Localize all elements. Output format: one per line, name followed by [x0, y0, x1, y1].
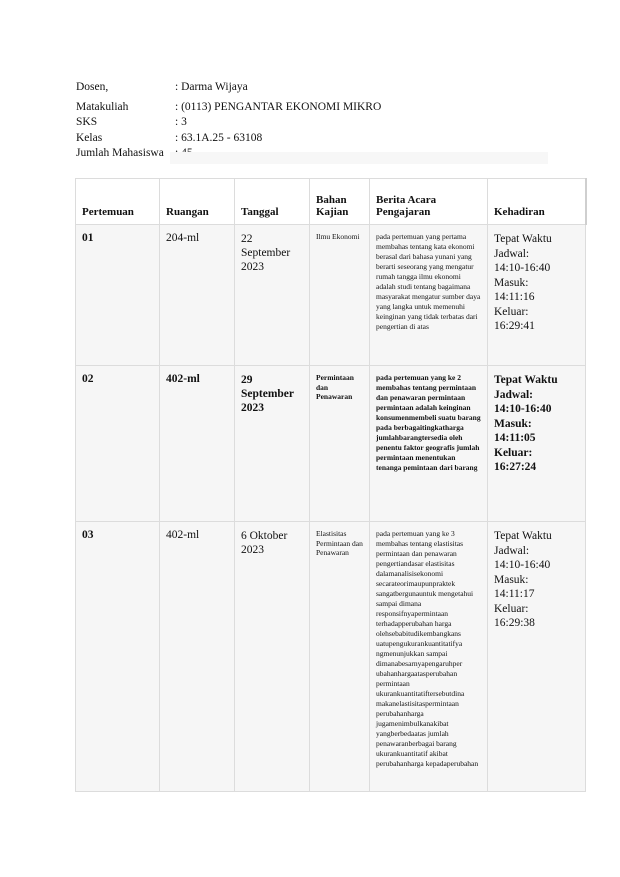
- jumlah-label: Jumlah Mahasiswa: [76, 147, 164, 159]
- ruangan-cell: 402-ml: [160, 522, 235, 792]
- col-berita: Berita Acara Pengajaran: [370, 179, 488, 225]
- col-kehadiran: Kehadiran: [488, 179, 586, 225]
- dosen-value: : Darma Wijaya: [175, 81, 248, 93]
- tanggal-cell: 6 Oktober 2023: [235, 522, 310, 792]
- kelas-row: [76, 131, 381, 147]
- status-text: Tepat Waktu: [494, 233, 552, 245]
- pertemuan-cell: 02: [76, 366, 160, 522]
- jadwal-value: 14:10-16:40: [494, 559, 551, 571]
- matakuliah-row: [76, 100, 381, 116]
- kehadiran-cell: [488, 366, 586, 522]
- kehadiran-cell: [488, 225, 586, 366]
- berita-cell: pada pertemuan yang ke 2 membahas tentang permintaan dan penawaran permintaan permintaan adalah keinginan konsumenmembeli suatu barang pada berbagaitingkatharga jumlahbarangtersedia oleh penentu faktor geografis jumlah permintaan menentukan tenanga pemintaan dari barang: [370, 366, 488, 522]
- tanggal-cell: 29 September 2023: [235, 366, 310, 522]
- table-row: [76, 225, 586, 366]
- status-text: Tepat Waktu: [494, 374, 558, 386]
- masuk-label: Masuk:: [494, 276, 529, 289]
- dosen-row: [76, 80, 381, 96]
- keluar-label: Keluar:: [494, 602, 529, 615]
- keluar-value: 16:29:41: [494, 320, 535, 332]
- jadwal-label: Jadwal:: [494, 247, 530, 260]
- jadwal-label: Jadwal:: [494, 544, 530, 557]
- jadwal-value: 14:10-16:40: [494, 262, 551, 274]
- status-text: Tepat Waktu: [494, 530, 552, 542]
- tanggal-cell: 22 September 2023: [235, 225, 310, 366]
- table-row: [76, 366, 586, 522]
- sks-label: SKS: [76, 116, 98, 128]
- berita-cell: pada pertemuan yang ke 3 membahas tentang elastisitas permintaan dan penawaran pengertiandasar elastisitas dalamanalisisekonomi secarateorimaupunpraktek sangatbergunauntuk mengetahui sampai dimana responsifnyapermintaan terhadapperubahan harga olehsebabitudikembangkans uatupengukurankuantitatifya ngmenunjukkan sampai dimanabesarnyapengaruhper ubahanhargaatasperubahan permintaan ukurankuantitatiftersebutdina makanelastisitaspermintaan perubahanharga jugamenimbulkanakibat yangberbedaatas jumlah penawaranberbagai barang ukurankuantitatif akibat perubahanharga kepadaperubahan: [370, 522, 488, 792]
- course-header: [76, 80, 381, 162]
- jadwal-label: Jadwal:: [494, 388, 533, 401]
- keluar-value: 16:29:38: [494, 617, 535, 629]
- attendance-table: [75, 178, 587, 792]
- matakuliah-label: Matakuliah: [76, 100, 129, 113]
- dosen-label: Dosen,: [76, 81, 109, 93]
- col-tanggal: Tanggal: [235, 179, 310, 225]
- masuk-value: 14:11:17: [494, 588, 535, 600]
- bahan-cell: Permintaan dan Penawaran: [310, 366, 370, 522]
- matakuliah-value: : (0113) PENGANTAR EKONOMI MIKRO: [175, 100, 382, 113]
- kelas-value: : 63.1A.25 - 63108: [175, 131, 263, 144]
- masuk-value: 14:11:16: [494, 291, 535, 303]
- ruangan-cell: 204-ml: [160, 225, 235, 366]
- bahan-cell: Elastisitas Permintaan dan Penawaran: [310, 522, 370, 792]
- masuk-value: 14:11:05: [494, 432, 536, 444]
- table-header-row: [76, 179, 586, 225]
- bahan-cell: Ilmu Ekonomi: [310, 225, 370, 366]
- pertemuan-cell: 03: [76, 522, 160, 792]
- kehadiran-cell: [488, 522, 586, 792]
- header-shade: [170, 152, 548, 164]
- keluar-label: Keluar:: [494, 305, 529, 318]
- masuk-label: Masuk:: [494, 573, 529, 586]
- kelas-label: Kelas: [76, 131, 103, 144]
- sks-row: [76, 115, 381, 131]
- keluar-label: Keluar:: [494, 446, 533, 459]
- col-ruangan: Ruangan: [160, 179, 235, 225]
- col-pertemuan: Pertemuan: [76, 179, 160, 225]
- table-row: [76, 522, 586, 792]
- pertemuan-cell: 01: [76, 225, 160, 366]
- ruangan-cell: 402-ml: [160, 366, 235, 522]
- keluar-value: 16:27:24: [494, 461, 537, 473]
- sks-value: : 3: [175, 116, 187, 128]
- jadwal-value: 14:10-16:40: [494, 403, 552, 415]
- masuk-label: Masuk:: [494, 417, 532, 430]
- berita-cell: pada pertemuan yang pertama membahas tentang kata ekonomi berasal dari bahasa yunani yang berarti seseorang yang mengatur rumah tangga ilmu ekonomi adalah studi tentang bagaimana masyarakat mengatur sumber daya yang langka untuk memenuhi keinginan yang tidak terbatas dari pengertian di atas: [370, 225, 488, 366]
- col-bahan: Bahan Kajian: [310, 179, 370, 225]
